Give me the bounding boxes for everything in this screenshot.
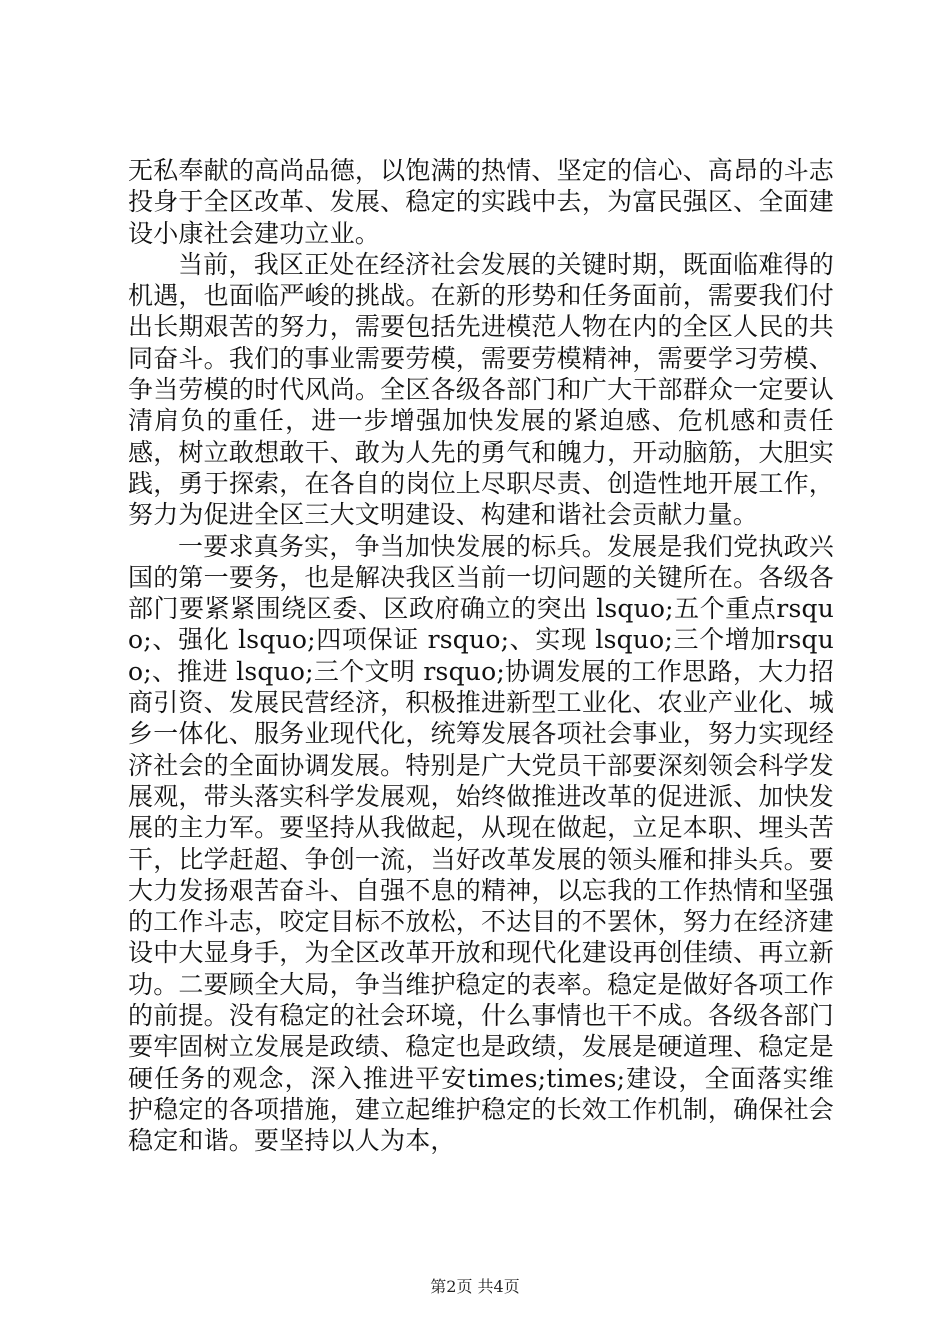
paragraph-current-situation: 当前，我区正处在经济社会发展的关键时期，既面临难得的机遇，也面临严峻的挑战。在新的形势和任务面前，需要我们付出长期艰苦的努力，需要包括先进模范人物在内的全区人民的共同奋斗。我们的事业需要劳模，需要劳模精神，需要学习劳模、争当劳模的时代风尚。全区各级各部门和广大干部群众一定要认清肩负的重任，进一步增强加快发展的紧迫感、危机感和责任感，树立敢想敢干、敢为人先的勇气和魄力，开动脑筋，大胆实践，勇于探索，在各自的岗位上尽职尽责、创造性地开展工作，努力为促进全区三大文明建设、构建和谐社会贡献力量。 bbox=[128, 249, 834, 530]
page-number-footer: 第2页 共4页 bbox=[430, 1277, 520, 1296]
paragraph-requirements: 一要求真务实，争当加快发展的标兵。发展是我们党执政兴国的第一要务，也是解决我区当前一切问题的关键所在。各级各部门要紧紧围绕区委、区政府确立的突出 lsquo;五个重点rsquo;、强化 lsquo;四项保证 rsquo;、实现 lsquo;三个增加rsquo;、推进 lsquo;三个文明 rsquo;协调发展的工作思路，大力招商引资、发展民营经济，积极推进新型工业化、农业产业化、城乡一体化、服务业现代化，统筹发展各项社会事业，努力实现经济社会的全面协调发展。特别是广大党员干部要深刻领会科学发展观，带头落实科学发展观，始终做推进改革的促进派、加快发展的主力军。要坚持从我做起，从现在做起，立足本职、埋头苦干，比学赶超、争创一流，当好改革发展的领头雁和排头兵。要大力发扬艰苦奋斗、自强不息的精神，以忘我的工作热情和坚强的工作斗志，咬定目标不放松，不达目的不罢休，努力在经济建设中大显身手，为全区改革开放和现代化建设再创佳绩、再立新功。二要顾全大局，争当维护稳定的表率。稳定是做好各项工作的前提。没有稳定的社会环境，什么事情也干不成。各级各部门要牢固树立发展是政绩、稳定也是政绩，发展是硬道理、稳定是硬任务的观念，深入推进平安times;times;建设，全面落实维护稳定的各项措施，建立起维护稳定的长效工作机制，确保社会稳定和谐。要坚持以人为本， bbox=[128, 531, 834, 1156]
paragraph-continuation: 无私奉献的高尚品德，以饱满的热情、坚定的信心、高昂的斗志投身于全区改革、发展、稳定的实践中去，为富民强区、全面建设小康社会建功立业。 bbox=[128, 156, 834, 248]
document-body bbox=[128, 155, 834, 1157]
